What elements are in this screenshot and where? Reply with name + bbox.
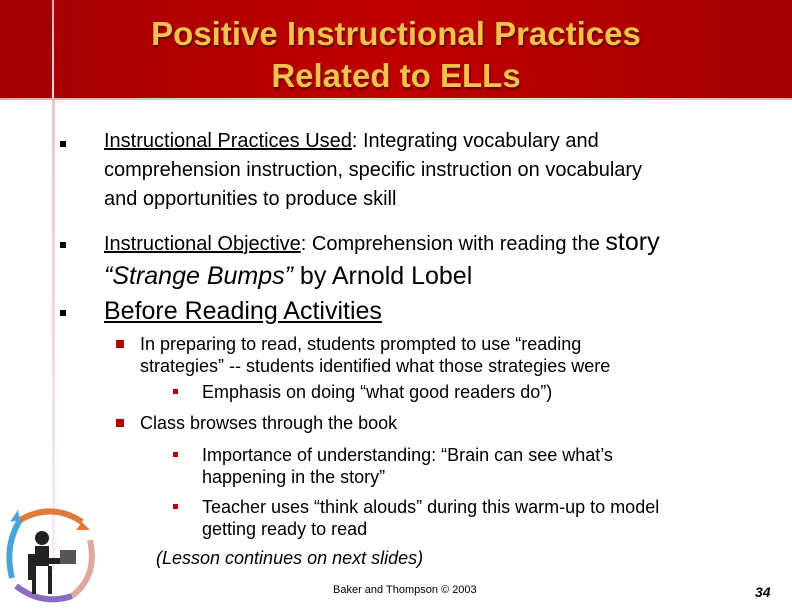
bullet-1-line3: and opportunities to produce skill — [104, 188, 397, 210]
sub-b-sub1-line1: Importance of understanding: “Brain can see what’s — [202, 445, 613, 465]
bullet-marker — [60, 242, 66, 248]
bullet-1-line2: comprehension instruction, specific instruction on vocabulary — [104, 159, 643, 181]
bullet-2-text: : Comprehension with reading the — [300, 233, 606, 255]
bullet-3-label: Before Reading Activities — [104, 297, 382, 325]
book-author: by Arnold Lobel — [292, 262, 473, 290]
continues-note: (Lesson continues on next slides) — [156, 548, 424, 568]
book-title: “Strange Bumps” — [104, 262, 293, 290]
bullet-1-text: : Integrating vocabulary and — [351, 130, 599, 152]
sub-b-sub2-line2: getting ready to read — [202, 519, 368, 539]
sub-b-sub1-line2: happening in the story” — [202, 467, 386, 487]
reader-cycle-logo-icon — [2, 500, 102, 610]
bullet-1-label: Instructional Practices Used — [104, 130, 352, 152]
sub-bullet-marker — [116, 340, 124, 348]
bullet-marker — [60, 310, 66, 316]
sub-bullet-marker — [116, 419, 124, 427]
page-number: 34 — [755, 584, 771, 600]
bullet-2-line2 — [104, 261, 472, 291]
slide-title-line1: Positive Instructional Practices — [151, 15, 641, 52]
sub-b-line1: Class browses through the book — [140, 413, 398, 433]
footer-credit: Baker and Thompson © 2003 — [333, 584, 477, 596]
sub-a-line1: In preparing to read, students prompted to use “reading — [140, 334, 582, 354]
sub-sub-bullet-marker — [173, 389, 178, 394]
bullet-1-line1 — [104, 128, 599, 155]
sub-b-sub2-line1: Teacher uses “think alouds” during this warm-up to model — [202, 497, 660, 517]
bullet-2-line1 — [104, 229, 660, 258]
sub-a-line2: strategies” -- students identified what those strategies were — [140, 356, 611, 376]
sub-sub-bullet-marker — [173, 504, 178, 509]
bullet-marker — [60, 141, 66, 147]
bullet-2-label: Instructional Objective — [104, 233, 301, 255]
sub-sub-bullet-marker — [173, 452, 178, 457]
frame-divider-vertical — [52, 0, 54, 98]
slide-title-line2: Related to ELLs — [271, 57, 521, 94]
sub-a-sub1: Emphasis on doing “what good readers do”) — [202, 382, 553, 402]
bullet-2-story: story — [605, 228, 660, 256]
